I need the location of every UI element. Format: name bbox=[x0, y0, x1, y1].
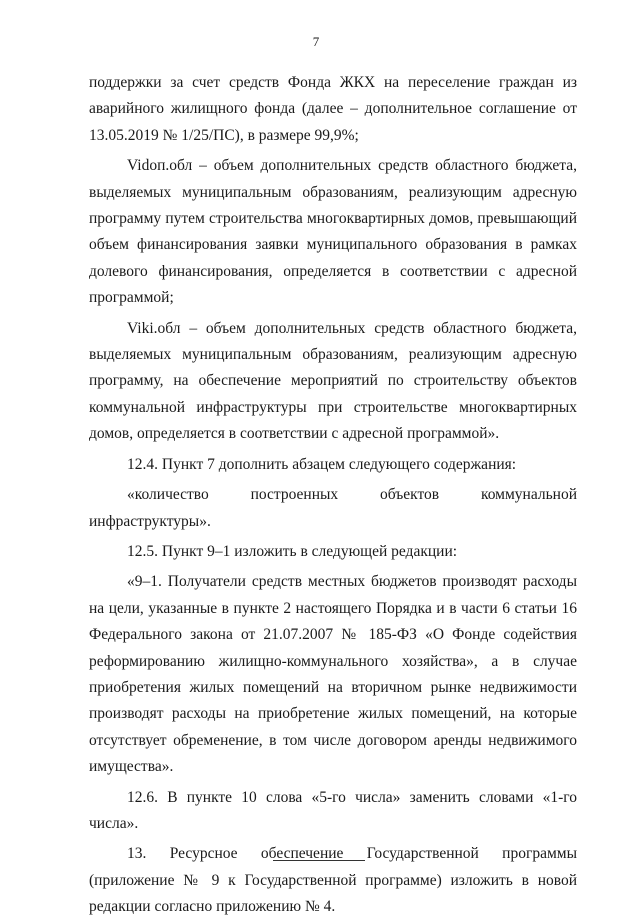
paragraph-vidop: Vidоп.обл – объем дополнительных средств областного бюджета, выделяемых муниципальным образованиям, реализующим адресную программу путем строительства многоквартирных домов, превышающий объем финансирования заявки муниципального образования в рамках долевого финансирования, определяется в соответствии с адресной программой; bbox=[89, 157, 577, 307]
paragraph-12-6: 12.6. В пункте 10 слова «5-го числа» заменить словами «1-го числа». bbox=[89, 788, 577, 832]
paragraph-continuation: поддержки за счет средств Фонда ЖКХ на переселение граждан из аварийного жилищного фонда (далее – дополнительное соглашение от 13.05.2019 № 1/25/ПС), в размере 99,9%; bbox=[89, 74, 577, 144]
paragraph-9-1: «9–1. Получатели средств местных бюджетов производят расходы на цели, указанные в пункте 2 настоящего Порядка и в части 6 статьи 16 Федерального закона от 21.07.2007 № 185-ФЗ «О Фонде содействия реформированию жилищно-коммунального хозяйства», а в случае приобретения жилых помещений на вторичном рынке недвижимости производят расходы на приобретение жилых помещений, на которые отсутствует обременение, в том числе договором аренды недвижимого имущества». bbox=[89, 573, 577, 776]
paragraph-12-4: 12.4. Пункт 7 дополнить абзацем следующего содержания: bbox=[127, 455, 517, 473]
paragraph-quote-infrastructure: «количество построенных объектов коммунальной инфраструктуры». bbox=[89, 486, 577, 530]
footer-separator-line bbox=[273, 860, 365, 861]
paragraph-13: 13. Ресурсное обеспечение Государственной программы (приложение № 9 к Государственной программе) изложить в новой редакции согласно приложению № 4. bbox=[89, 845, 577, 916]
paragraph-12-5: 12.5. Пункт 9–1 изложить в следующей редакции: bbox=[127, 542, 458, 560]
document-body bbox=[89, 70, 577, 921]
paragraph-viki: Viki.обл – объем дополнительных средств областного бюджета, выделяемых муниципальным образованиям, реализующим адресную программу, на обеспечение мероприятий по строительству объектов коммунальной инфраструктуры при строительстве многоквартирных домов, определяется в соответствии с адресной программой». bbox=[89, 319, 577, 443]
page-number: 7 bbox=[312, 34, 320, 49]
